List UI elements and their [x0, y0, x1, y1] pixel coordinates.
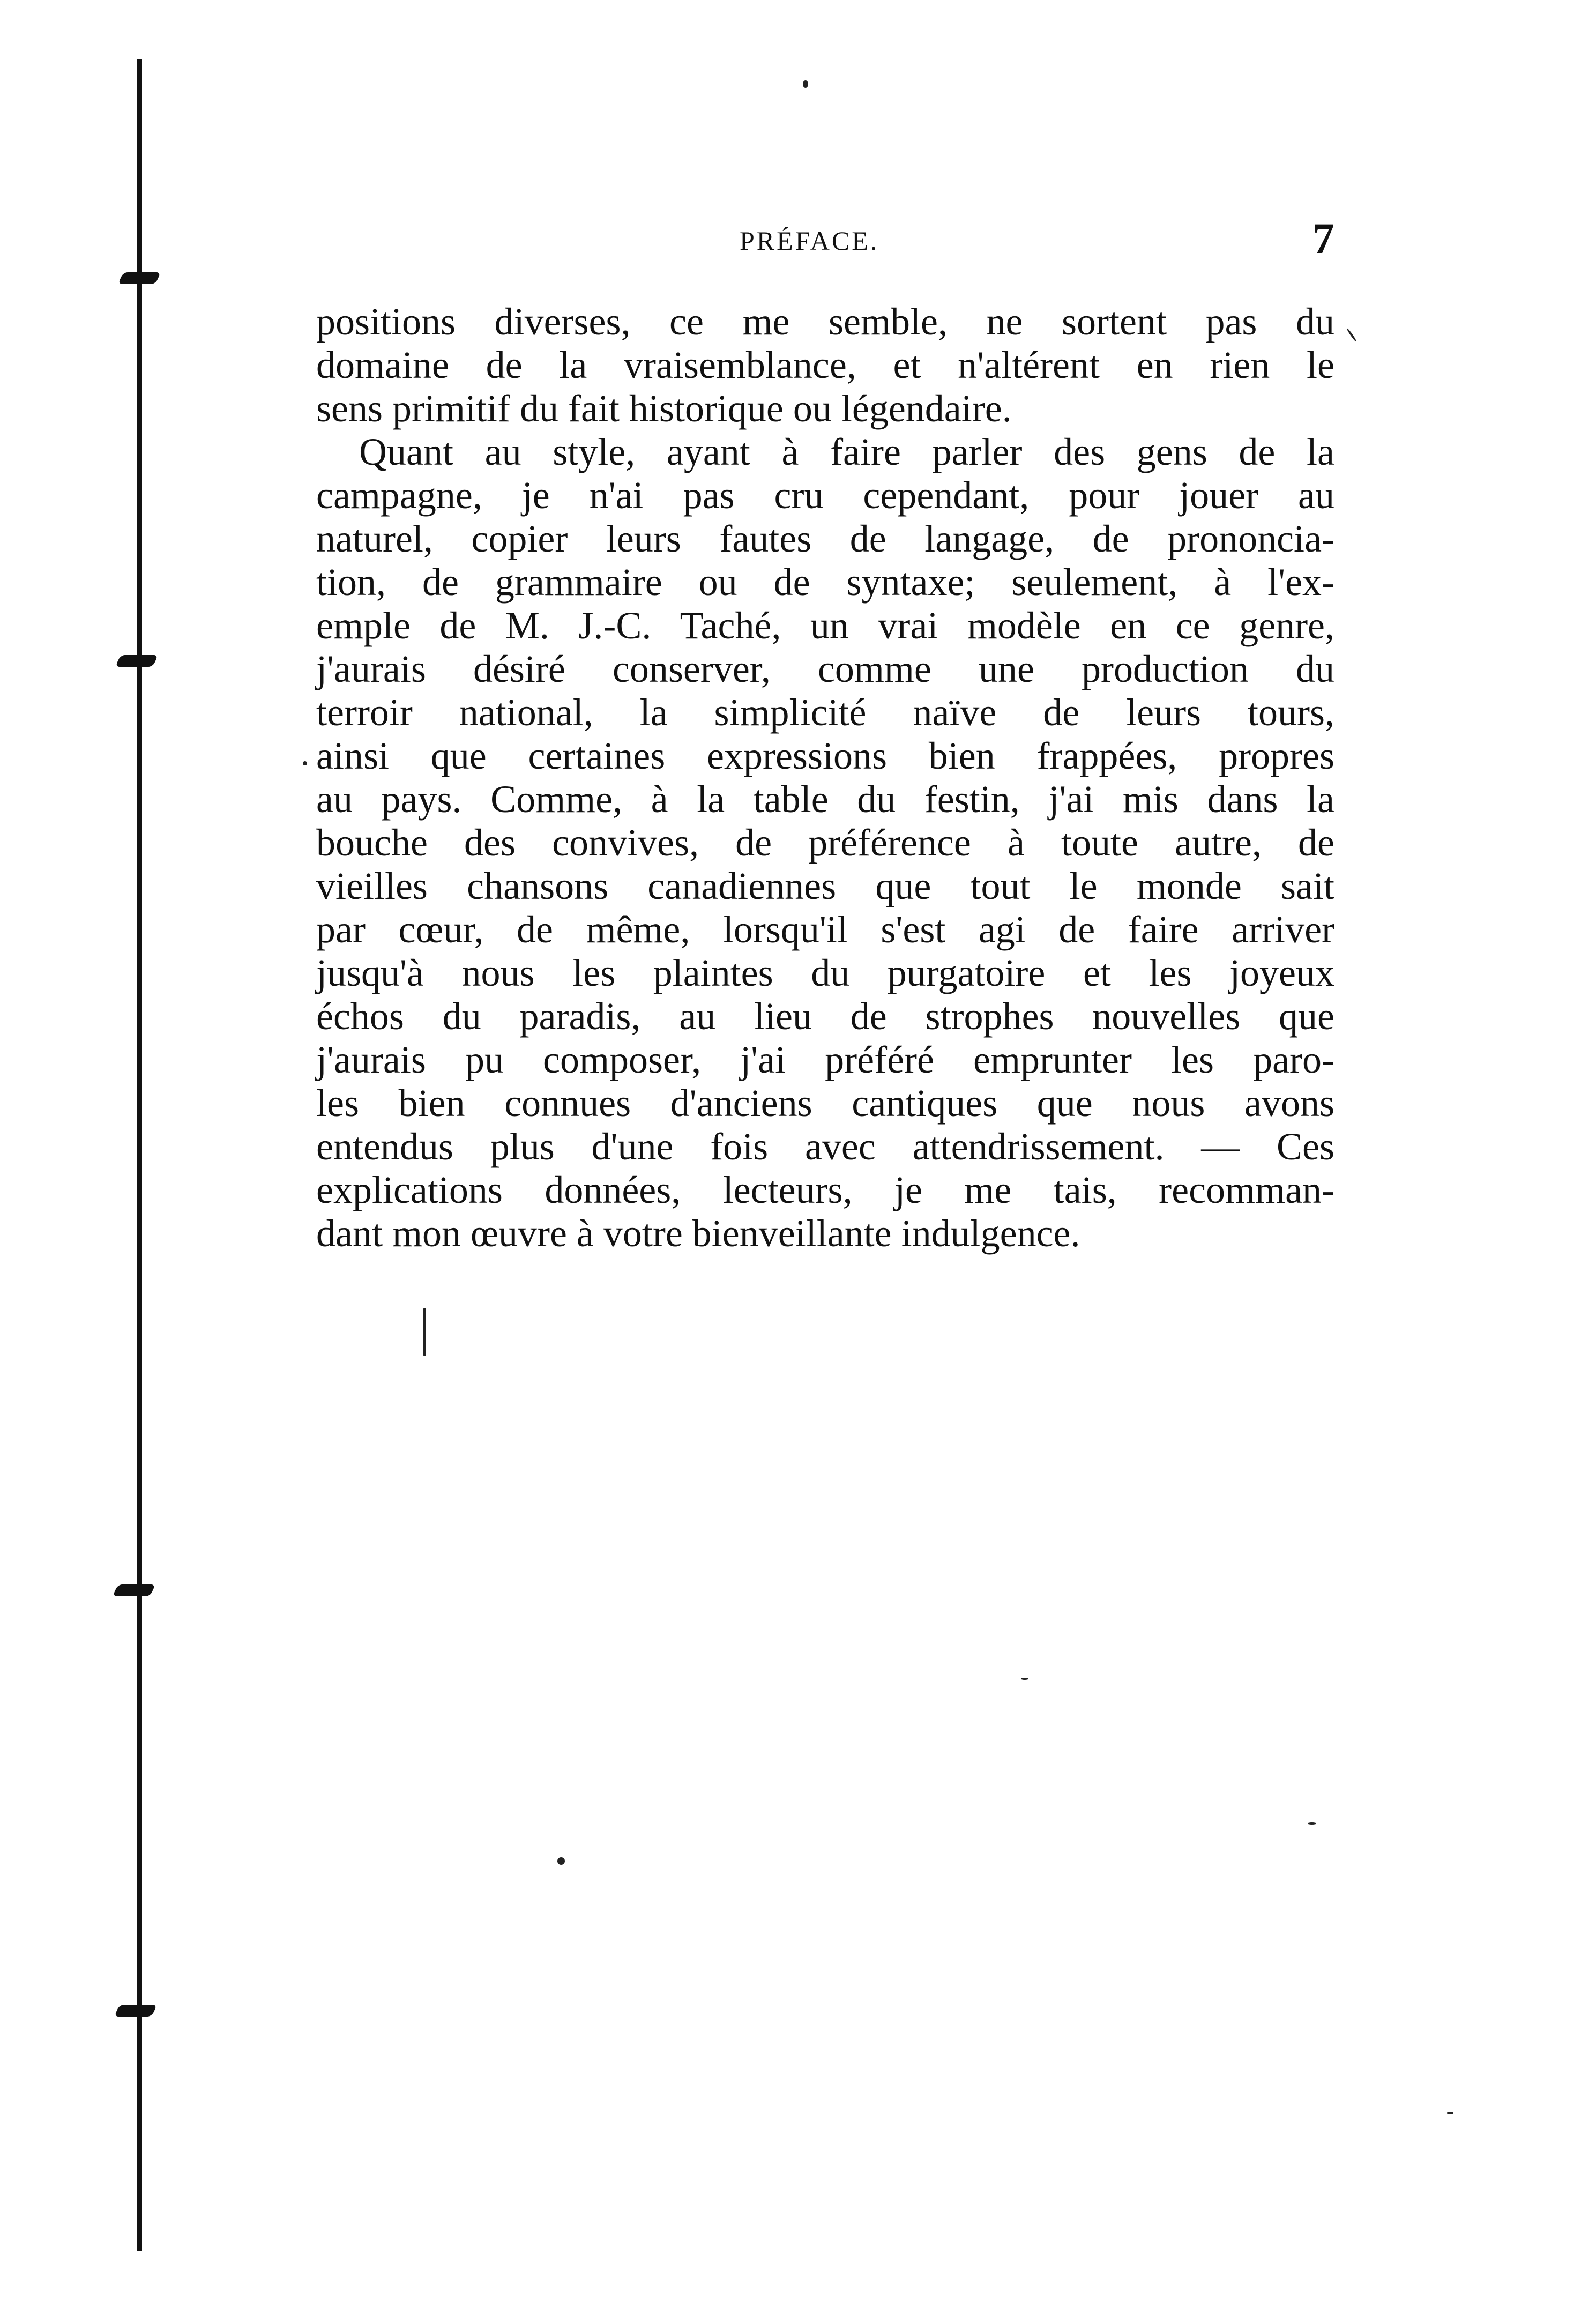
text-line: domaine de la vraisemblance, et n'altérent en rien le — [316, 344, 1334, 386]
page-number: 7 — [1312, 214, 1334, 263]
text-line: par cœur, de même, lorsqu'il s'est agi de faire arriver — [316, 908, 1334, 951]
text-line: Quant au style, ayant à faire parler des gens de la — [359, 430, 1334, 473]
running-head: PRÉFACE. — [740, 226, 879, 256]
ink-speck — [1021, 1678, 1028, 1680]
binding-stitch-mark — [115, 655, 158, 667]
binding-stitch-mark — [113, 1584, 155, 1596]
ink-speck — [423, 1308, 426, 1356]
binding-stitch-mark — [118, 272, 161, 284]
text-line: ainsi que certaines expressions bien frappées, propres — [316, 734, 1334, 777]
text-line: emple de M. J.-C. Taché, un vrai modèle en ce genre, — [316, 604, 1334, 647]
binding-edge — [137, 59, 142, 2251]
text-line: j'aurais désiré conserver, comme une production du — [316, 648, 1334, 690]
text-line: jusqu'à nous les plaintes du purgatoire et les joyeux — [316, 951, 1334, 994]
text-line: au pays. Comme, à la table du festin, j'ai mis dans la — [316, 778, 1334, 821]
text-line: tion, de grammaire ou de syntaxe; seulement, à l'ex- — [316, 561, 1334, 604]
text-line: j'aurais pu composer, j'ai préféré emprunter les paro- — [316, 1038, 1334, 1081]
text-line: dant mon œuvre à votre bienveillante indulgence. — [316, 1212, 1080, 1255]
ink-speck — [803, 80, 808, 88]
text-line: échos du paradis, au lieu de strophes nouvelles que — [316, 995, 1334, 1038]
text-line: entendus plus d'une fois avec attendrissement. — Ces — [316, 1125, 1334, 1168]
text-line: les bien connues d'anciens cantiques que nous avons — [316, 1082, 1334, 1125]
text-line: explications données, lecteurs, je me tais, recomman- — [316, 1169, 1334, 1211]
text-line: sens primitif du fait historique ou légendaire. — [316, 387, 1012, 430]
text-line: positions diverses, ce me semble, ne sortent pas du — [316, 300, 1334, 343]
text-line: vieilles chansons canadiennes que tout le monde sait — [316, 865, 1334, 907]
ink-speck — [1346, 328, 1357, 343]
text-line: campagne, je n'ai pas cru cependant, pour jouer au — [316, 474, 1334, 517]
text-line: terroir national, la simplicité naïve de leurs tours, — [316, 691, 1334, 734]
page-header — [316, 213, 1334, 267]
binding-stitch-mark — [114, 2005, 157, 2017]
body-text — [316, 300, 1334, 1255]
ink-speck — [303, 761, 307, 765]
ink-speck — [557, 1857, 565, 1865]
text-line: naturel, copier leurs fautes de langage, de prononcia- — [316, 517, 1334, 560]
ink-speck — [1308, 1822, 1316, 1825]
ink-speck — [1447, 2112, 1453, 2114]
text-line: bouche des convives, de préférence à toute autre, de — [316, 821, 1334, 864]
